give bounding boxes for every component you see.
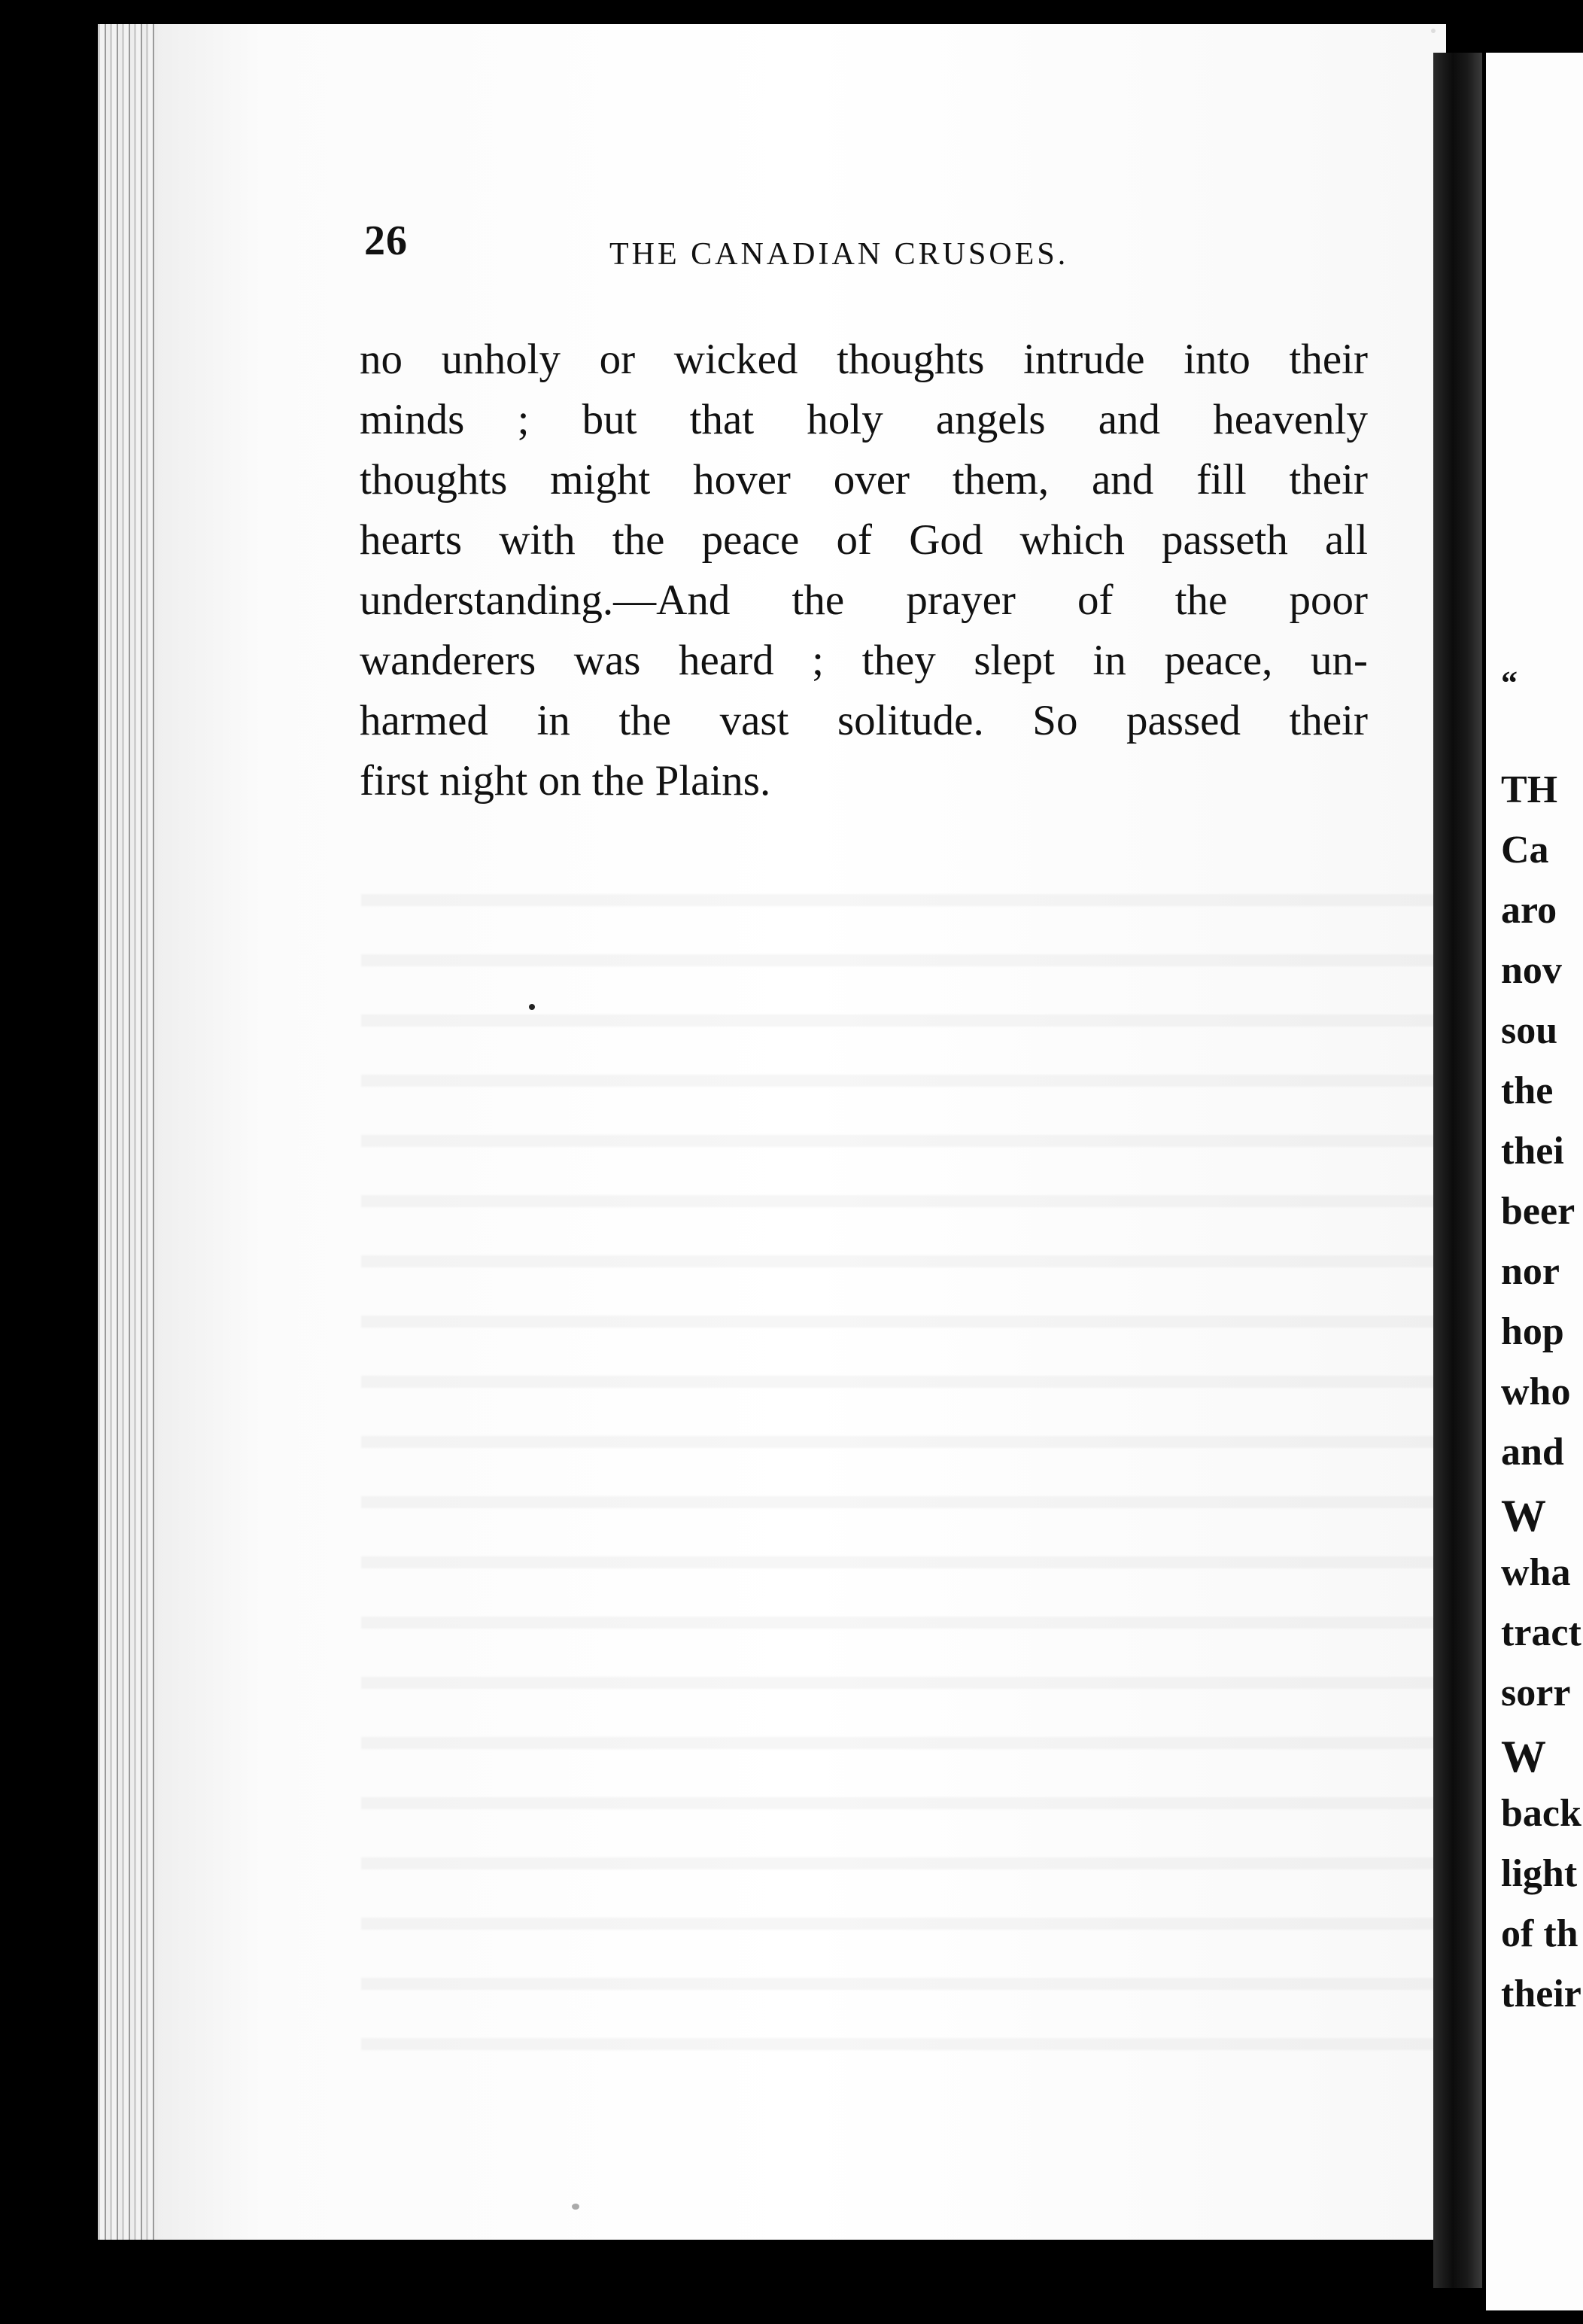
- right-page-fragment: nor: [1501, 1250, 1560, 1293]
- right-page-fragment: W: [1501, 1732, 1546, 1781]
- right-page: [1486, 53, 1583, 2310]
- right-page-fragment: and: [1501, 1431, 1564, 1474]
- book-gutter: [1433, 53, 1482, 2288]
- right-page-fragment: light: [1501, 1852, 1578, 1895]
- body-text: [360, 330, 1368, 811]
- body-line: first night on the Plains.: [360, 757, 771, 805]
- right-page-fragment: who: [1501, 1370, 1571, 1413]
- body-line: minds ; but that holy angels and heavenly: [360, 396, 1368, 443]
- right-page-fragment: nov: [1501, 949, 1562, 992]
- right-page-fragment: “: [1501, 665, 1518, 701]
- right-page-fragment: aro: [1501, 889, 1557, 932]
- right-page-fragment: wha: [1501, 1551, 1571, 1594]
- body-line: harmed in the vast solitude. So passed their: [360, 697, 1368, 744]
- right-page-fragment: their: [1501, 1973, 1581, 2015]
- bleed-through-text: [361, 859, 1446, 2064]
- right-page-fragment: hop: [1501, 1310, 1564, 1353]
- body-line: thoughts might hover over them, and fill their: [360, 456, 1368, 503]
- page-number: 26: [364, 217, 408, 264]
- right-page-fragment: TH: [1501, 768, 1558, 811]
- right-page-fragment: tract: [1501, 1611, 1581, 1654]
- right-page-fragment: back: [1501, 1792, 1581, 1835]
- running-head: THE CANADIAN CRUSOES.: [609, 237, 1069, 272]
- body-line: hearts with the peace of God which passeth all: [360, 516, 1368, 564]
- right-page-fragment: sorr: [1501, 1672, 1571, 1714]
- scan-speck: [572, 2204, 579, 2210]
- right-page-fragment: Ca: [1501, 829, 1549, 872]
- right-page-fragment: the: [1501, 1069, 1554, 1112]
- right-page-fragment: sou: [1501, 1009, 1558, 1052]
- scan-speck: [529, 1004, 535, 1010]
- right-page-fragment: W: [1501, 1491, 1546, 1541]
- scan-speck: [1431, 29, 1436, 33]
- right-page-fragment: beer: [1501, 1190, 1575, 1233]
- body-line: wanderers was heard ; they slept in peace, un-: [360, 637, 1368, 684]
- body-line: understanding.—And the prayer of the poor: [360, 576, 1368, 624]
- right-page-fragment: thei: [1501, 1130, 1564, 1173]
- right-page-fragment: of th: [1501, 1912, 1578, 1955]
- body-line: no unholy or wicked thoughts intrude into their: [360, 336, 1368, 383]
- page-edges: [98, 24, 158, 2240]
